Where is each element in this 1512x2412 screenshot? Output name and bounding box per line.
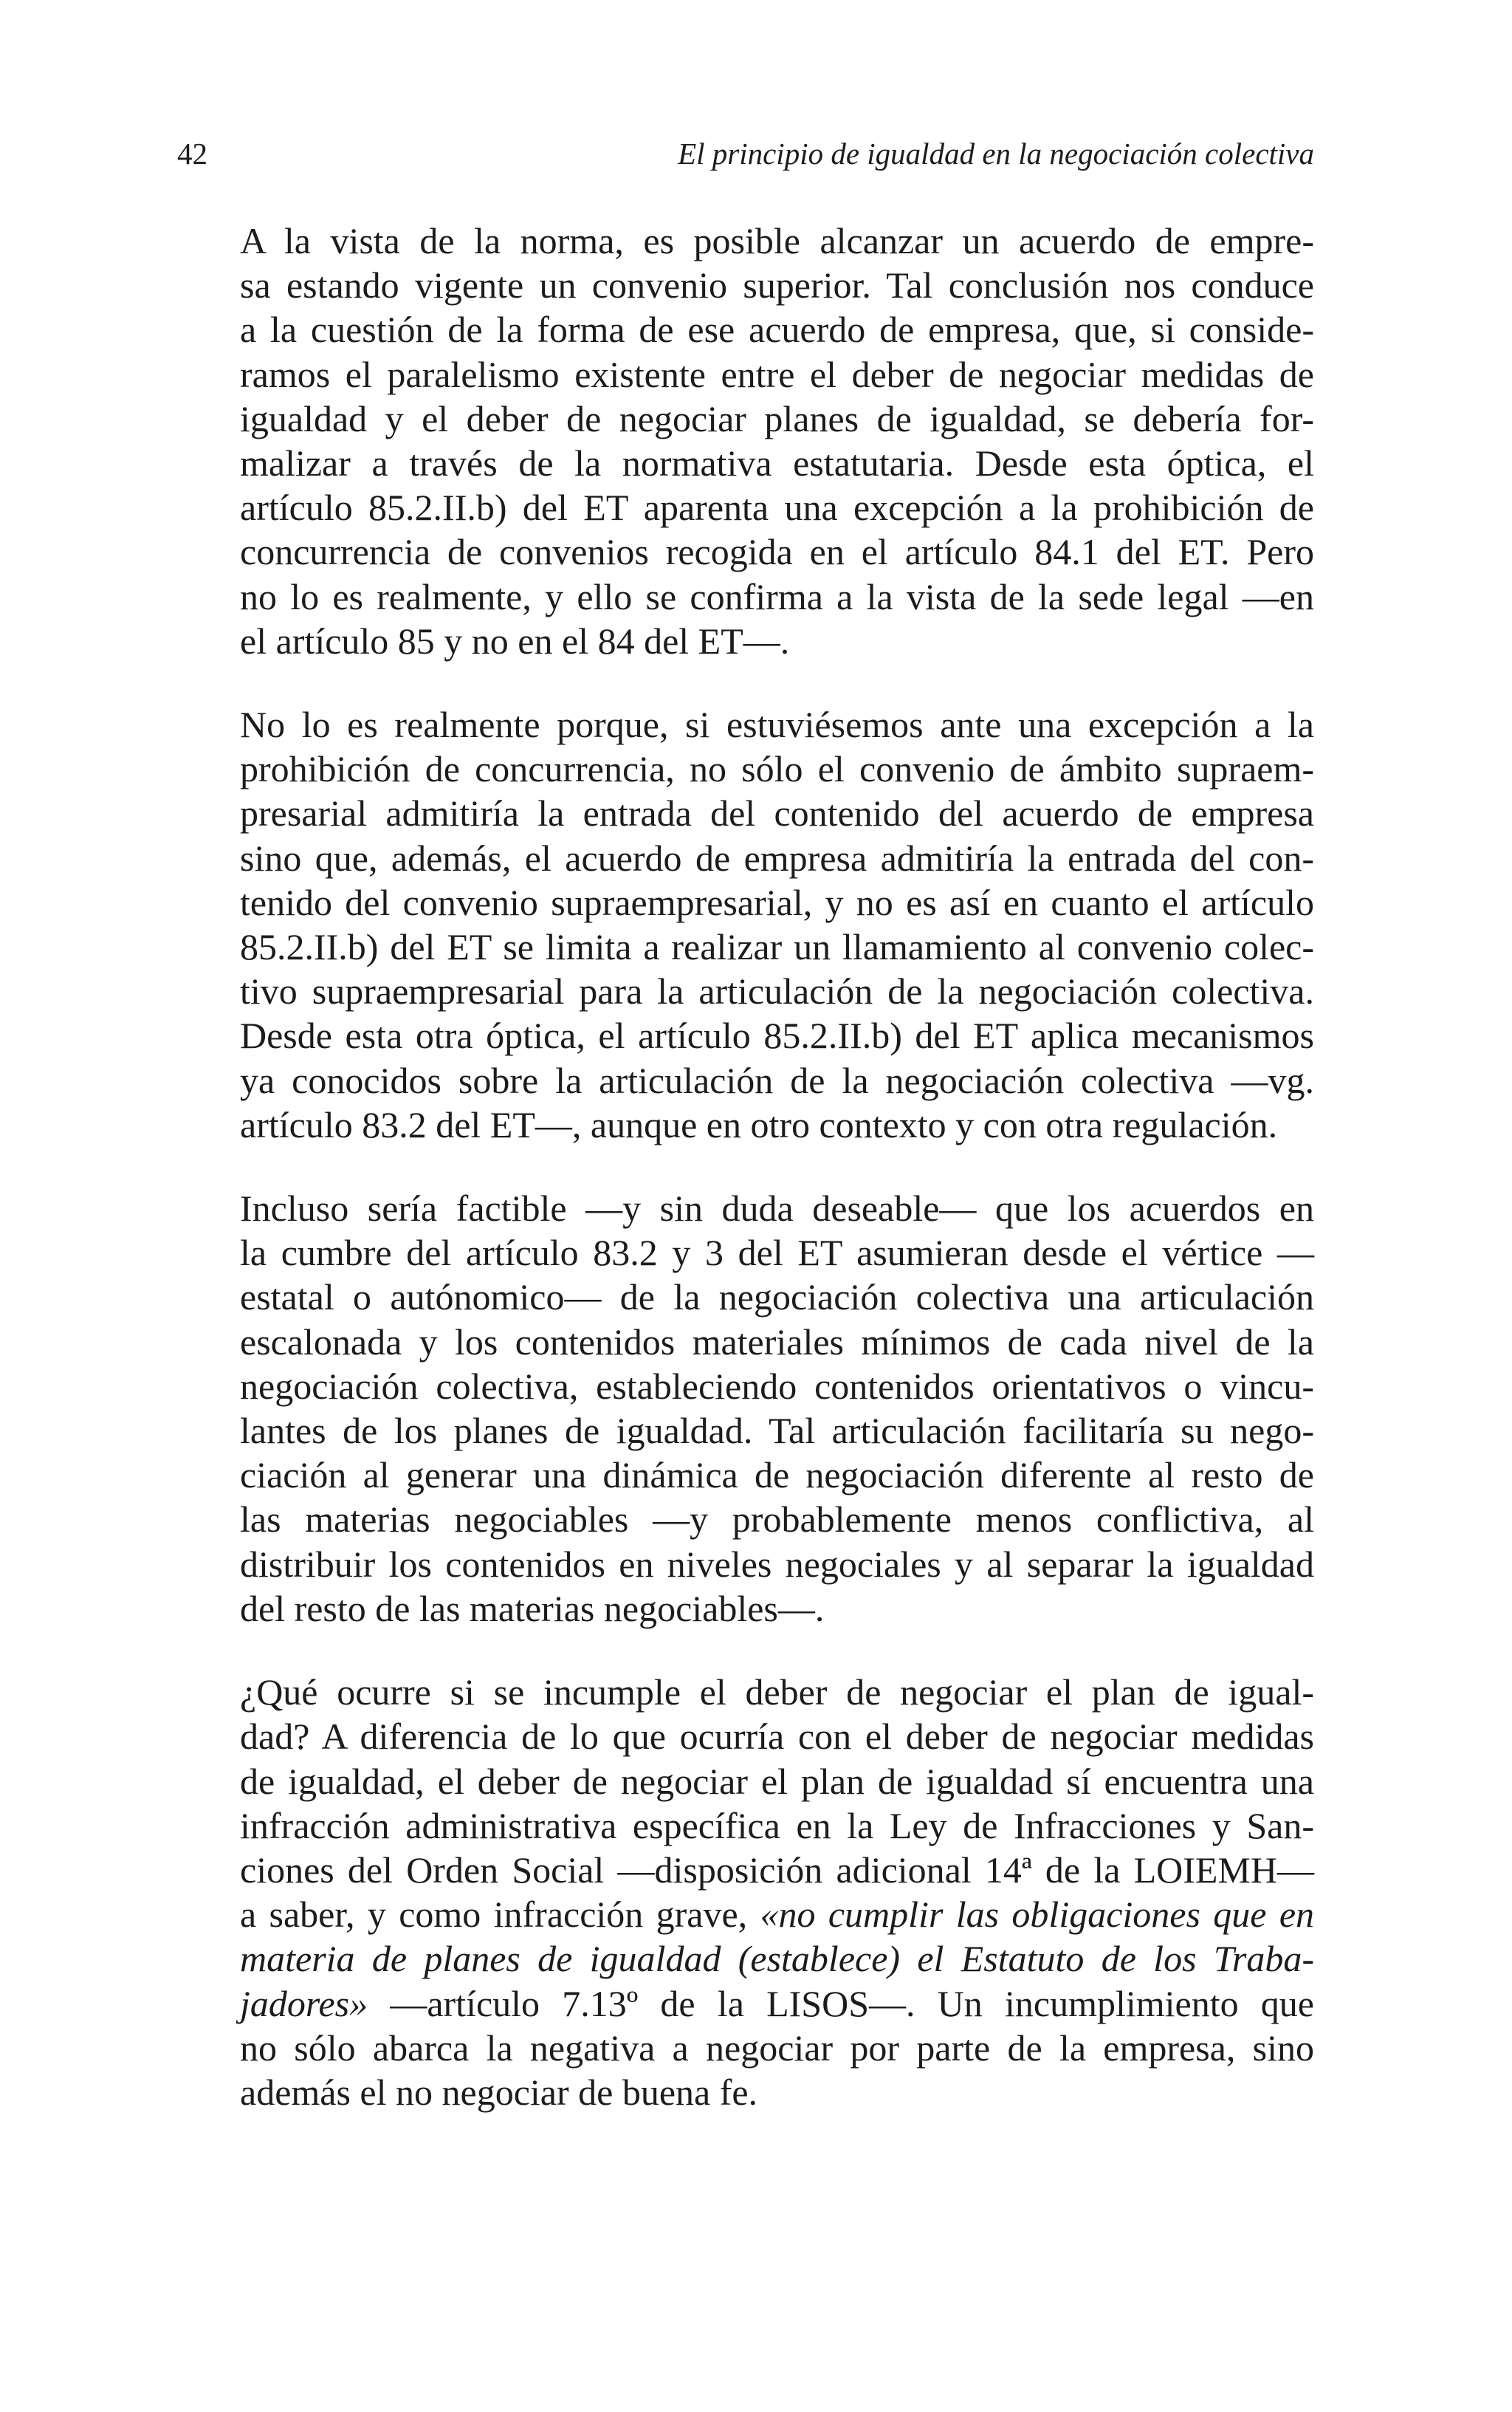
running-header [177, 131, 1314, 176]
text-line: infracción administrativa específica en la Ley de Infracciones y San- [240, 1804, 1314, 1846]
page-number: 42 [177, 137, 207, 171]
text-segment: —artículo 7.13º de la LISOS—. Un incumplimiento que [368, 1982, 1314, 2024]
text-line: tenido del convenio supraempresarial, y no es así en cuanto el artículo [240, 881, 1314, 923]
text-line: lantes de los planes de igualdad. Tal articulación facilitaría su nego- [240, 1410, 1314, 1452]
text-line: artículo 83.2 del ET—, aunque en otro contexto y con otra regulación. [240, 1103, 1278, 1145]
text-line: a la cuestión de la forma de ese acuerdo de empresa, que, si conside- [240, 309, 1314, 351]
text-line: la cumbre del artículo 83.2 y 3 del ET asumieran desde el vértice — [240, 1232, 1314, 1274]
quoted-law-text: «no cumplir las obligaciones que en [760, 1894, 1315, 1936]
text-line-with-quote [177, 1981, 1314, 2026]
text-line: ramos el paralelismo existente entre el deber de negociar medidas de [240, 353, 1314, 395]
text-line: distribuir los contenidos en niveles negociales y al separar la igualdad [240, 1543, 1314, 1585]
text-line: malizar a través de la normativa estatutaria. Desde esta óptica, el [240, 442, 1314, 484]
text-line: igualdad y el deber de negociar planes de igualdad, se debería for- [240, 397, 1314, 439]
quoted-law-text: materia de planes de igualdad (establece) el Estatuto de los Traba- [240, 1938, 1314, 1980]
text-line: estatal o autónomico— de la negociación colectiva una articulación [240, 1276, 1314, 1318]
text-line: Desde esta otra óptica, el artículo 85.2.II.b) del ET aplica mecanismos [240, 1015, 1314, 1057]
text-line: 85.2.II.b) del ET se limita a realizar un llamamiento al convenio colec- [240, 926, 1314, 968]
text-segment: a saber, y como infracción grave, [240, 1894, 748, 1936]
text-line: sa estando vigente un convenio superior. Tal conclusión nos conduce [240, 264, 1314, 306]
text-line: tivo supraempresarial para la articulación de la negociación colectiva. [240, 970, 1314, 1013]
paragraph-3 [177, 1186, 1314, 1631]
text-line: No lo es realmente porque, si estuviésemos ante una excepción a la [240, 704, 1314, 746]
text-line [177, 1936, 1314, 1981]
text-line: no lo es realmente, y ello se confirma a la vista de la sede legal —en [240, 575, 1314, 617]
text-line: además el no negociar de buena fe. [240, 2071, 758, 2113]
text-line: negociación colectiva, estableciendo contenidos orientativos o vincu- [240, 1365, 1314, 1407]
paragraph-4 [177, 1670, 1314, 2114]
body-text [177, 219, 1314, 2154]
text-line: ya conocidos sobre la articulación de la negociación colectiva —vg. [240, 1059, 1314, 1101]
text-line: las materias negociables —y probablemente menos conflictiva, al [240, 1498, 1314, 1541]
text-line: artículo 85.2.II.b) del ET aparenta una excepción a la prohibición de [240, 487, 1314, 529]
text-line: sino que, además, el acuerdo de empresa admitiría la entrada del con- [240, 837, 1314, 879]
quoted-law-text: jadores» [240, 1982, 368, 2024]
text-line: de igualdad, el deber de negociar el plan de igualdad sí encuentra una [240, 1760, 1314, 1802]
text-line: A la vista de la norma, es posible alcanzar un acuerdo de empre- [240, 220, 1314, 261]
running-title: El principio de igualdad en la negociación colectiva [678, 137, 1314, 171]
text-line: del resto de las materias negociables—. [240, 1587, 825, 1629]
text-line: concurrencia de convenios recogida en el artículo 84.1 del ET. Pero [240, 531, 1314, 573]
text-line: ¿Qué ocurre si se incumple el deber de negociar el plan de igual- [240, 1671, 1314, 1713]
text-line: ciones del Orden Social —disposición adicional 14ª de la LOIEMH— [240, 1849, 1314, 1891]
text-line: dad? A diferencia de lo que ocurría con el deber de negociar medidas [240, 1716, 1314, 1758]
text-line: Incluso sería factible —y sin duda deseable— que los acuerdos en [240, 1188, 1314, 1230]
text-line-with-quote [177, 1892, 1314, 1936]
text-line: presarial admitiría la entrada del contenido del acuerdo de empresa [240, 792, 1314, 835]
text-line: el artículo 85 y no en el 84 del ET—. [240, 620, 790, 662]
paragraph-2 [177, 702, 1314, 1147]
text-line: ciación al generar una dinámica de negociación diferente al resto de [240, 1454, 1314, 1496]
text-line: no sólo abarca la negativa a negociar por parte de la empresa, sino [240, 2026, 1314, 2069]
paragraph-1 [177, 219, 1314, 663]
text-line: prohibición de concurrencia, no sólo el convenio de ámbito supraem- [240, 748, 1314, 790]
text-line: escalonada y los contenidos materiales mínimos de cada nivel de la [240, 1320, 1314, 1363]
